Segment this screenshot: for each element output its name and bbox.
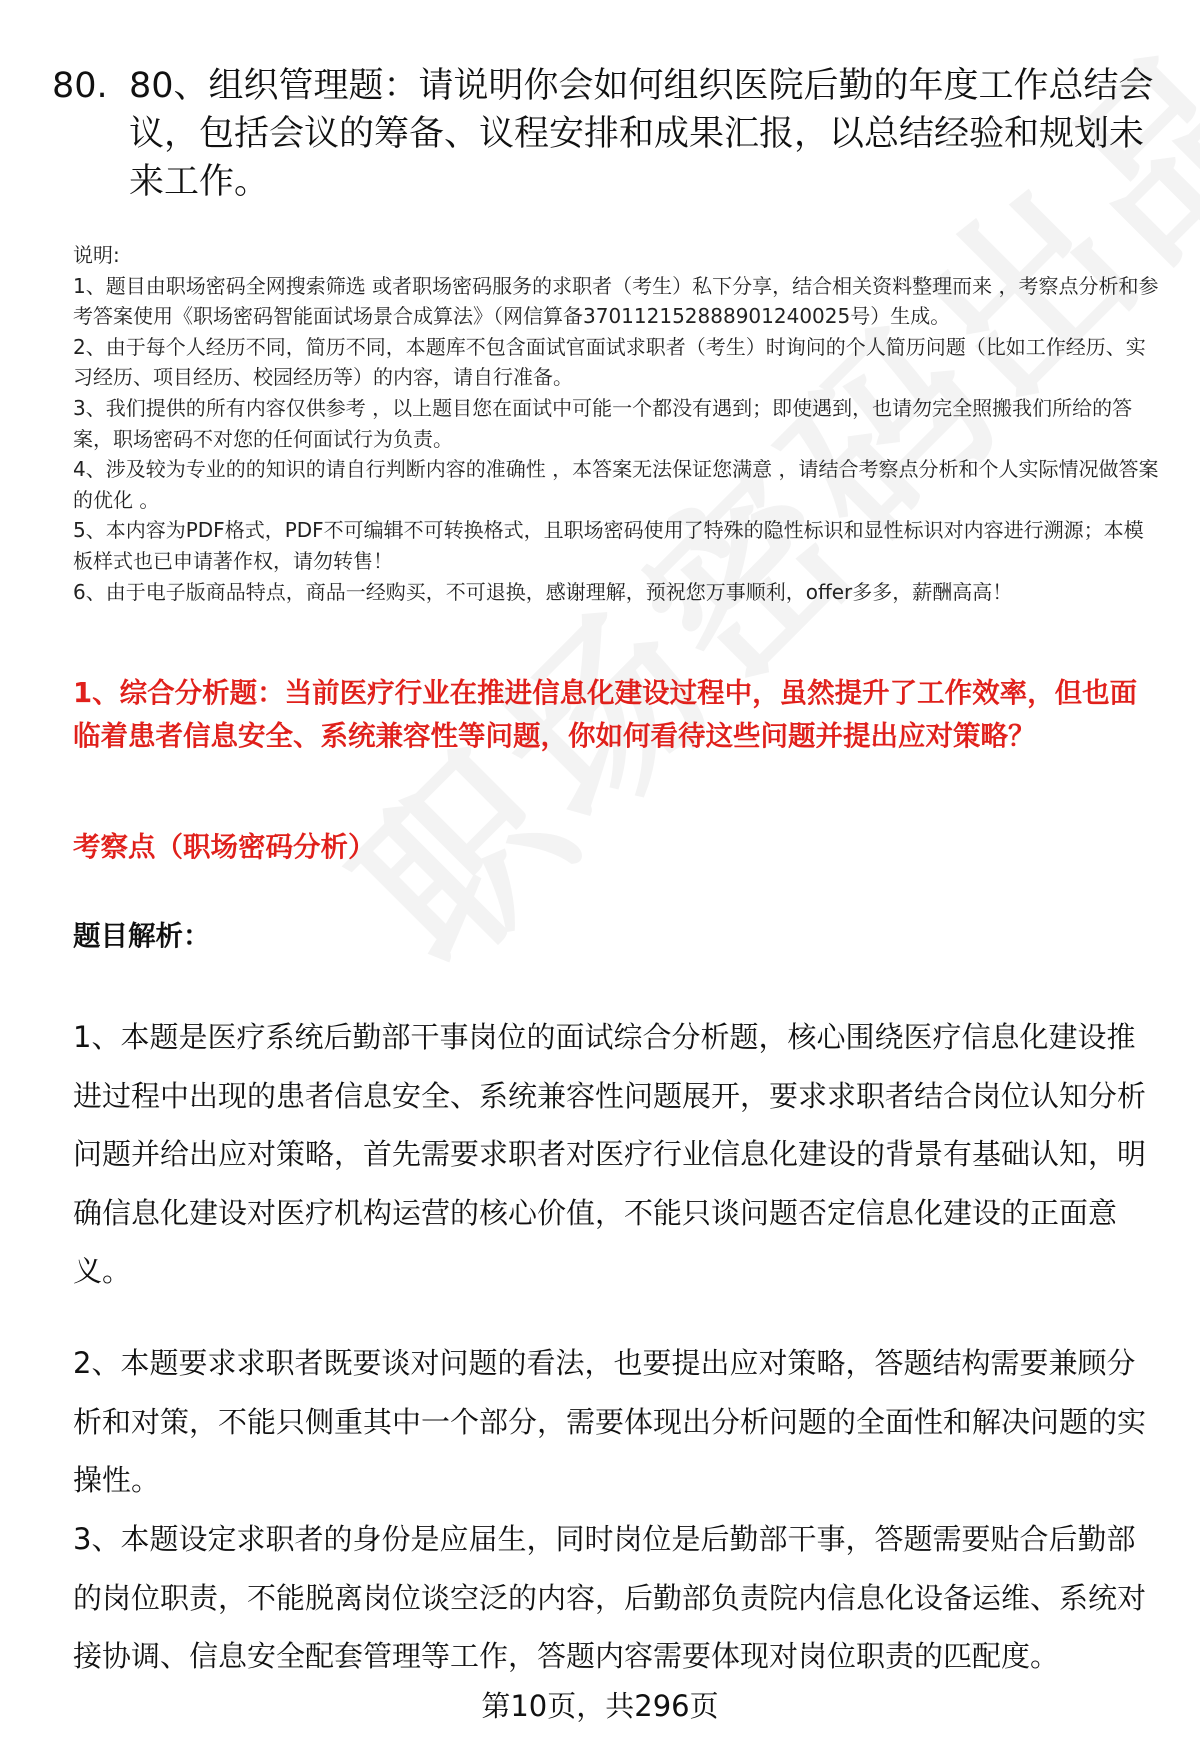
notes-heading: 说明: — [73, 243, 120, 267]
note-item: 2、由于每个人经历不同，简历不同，本题库不包含面试官面试求职者（考生）时询问的个人简历问题（比如工作经历、实习经历、项目经历、校园经历等）的内容，请自行准备。 — [73, 334, 1146, 390]
analysis-heading: 题目解析： — [73, 920, 211, 952]
note-item: 3、我们提供的所有内容仅供参考 ，以上题目您在面试中可能一个都没有遇到；即使遇到，也请勿完全照搬我们所给的答案，职场密码不对您的任何面试行为负责。 — [73, 395, 1133, 451]
note-item: 5、本内容为PDF格式，PDF不可编辑不可转换格式，且职场密码使用了特殊的隐性标识和显性标识对内容进行溯源；本模板样式也已申请著作权，请勿转售！ — [73, 518, 1144, 573]
analysis-paragraph: 3、本题设定求职者的身份是应届生，同时岗位是后勤部干事，答题需要贴合后勤部的岗位职责，不能脱离岗位谈空泛的内容，后勤部负责院内信息化设备运维、系统对接协调、信息安全配套管理等工作，答题内容需要体现对岗位职责的匹配度。 — [73, 1522, 1147, 1673]
question-title — [52, 62, 1162, 206]
exam-point-heading: 考察点（职场密码分析） — [73, 831, 376, 863]
question-text: 80、组织管理题：请说明你会如何组织医院后勤的年度工作总结会议，包括会议的筹备、议程安排和成果汇报，以总结经验和规划未来工作。 — [129, 66, 1154, 202]
note-item: 4、涉及较为专业的的知识的请自行判断内容的准确性 ，本答案无法保证您满意 ，请结合考察点分析和个人实际情况做答案的优化 。 — [73, 457, 1159, 512]
page-number: 第10页，共296页 — [481, 1689, 719, 1723]
analysis-paragraph: 2、本题要求求职者既要谈对问题的看法，也要提出应对策略，答题结构需要兼顾分析和对策，不能只侧重其中一个部分，需要体现出分析问题的全面性和解决问题的实操性。 — [73, 1346, 1147, 1497]
sample-question: 1、综合分析题：当前医疗行业在推进信息化建设过程中，虽然提升了工作效率，但也面临着患者信息安全、系统兼容性等问题，你如何看待这些问题并提出应对策略？ — [73, 677, 1138, 752]
analysis-paragraph: 1、本题是医疗系统后勤部干事岗位的面试综合分析题，核心围绕医疗信息化建设推进过程中出现的患者信息安全、系统兼容性问题展开，要求求职者结合岗位认知分析问题并给出应对策略，首先需要求职者对医疗行业信息化建设的背景有基础认知，明确信息化建设对医疗机构运营的核心价值，不能只谈问题否定信息化建设的正面意义。 — [73, 1020, 1147, 1288]
note-item: 6、由于电子版商品特点，商品一经购买，不可退换，感谢理解，预祝您万事顺利，offer多多，薪酬高高！ — [73, 579, 1013, 604]
note-item: 1、题目由职场密码全网搜索筛选 或者职场密码服务的求职者（考生）私下分享，结合相关资料整理而来 ，考察点分析和参考答案使用《职场密码智能面试场景合成算法》（网信算备370112152888901240025号）生成。 — [73, 273, 1159, 329]
disclaimer-notes — [73, 240, 1163, 607]
question-number: 80. — [52, 66, 108, 106]
